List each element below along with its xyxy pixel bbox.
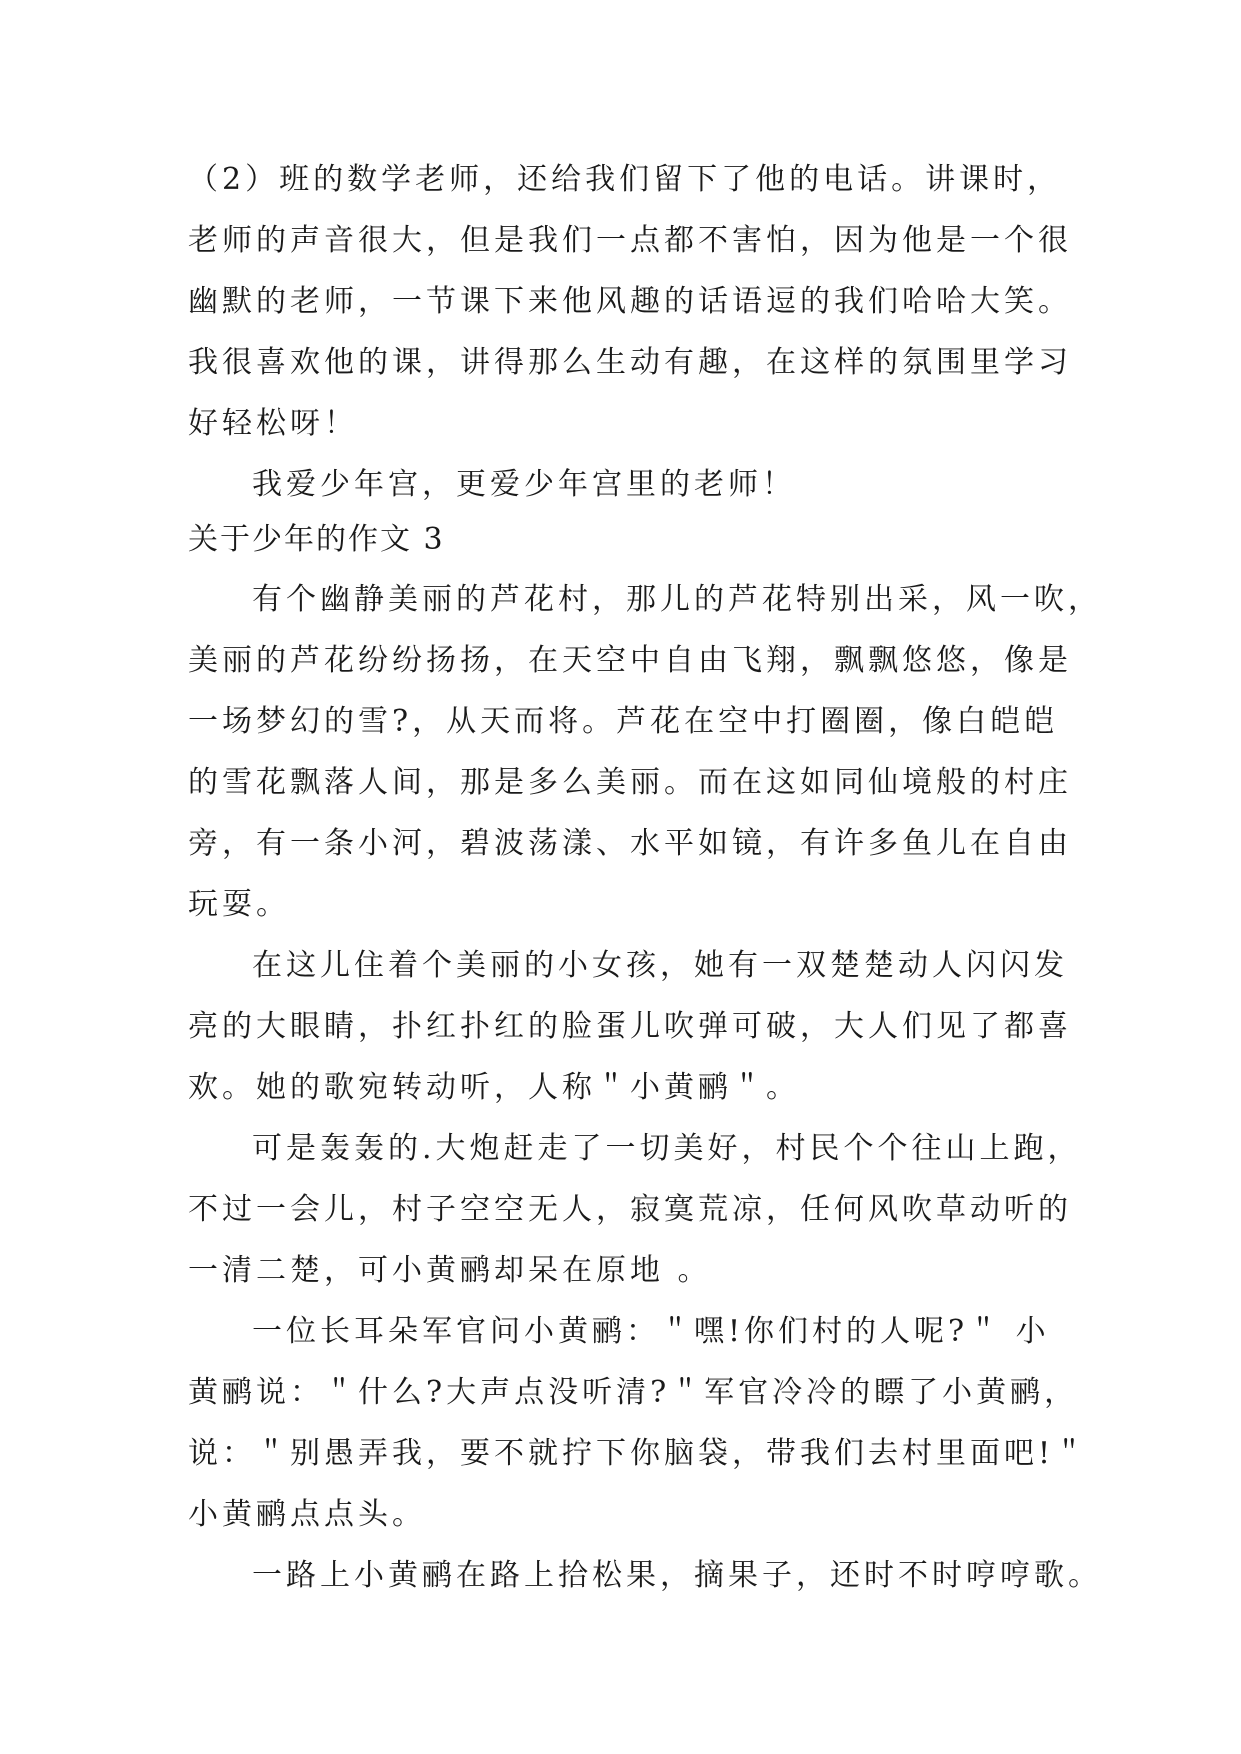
text-line: 美丽的芦花纷纷扬扬，在天空中自由飞翔，飘飘悠悠，像是 (188, 643, 1072, 678)
text-line: 老师的声音很大，但是我们一点都不害怕，因为他是一个很 (188, 223, 1072, 258)
text-line: （2）班的数学老师，还给我们留下了他的电话。讲课时， (188, 162, 1062, 197)
text-line: 亮的大眼睛，扑红扑红的脸蛋儿吹弹可破，大人们见了都喜 (188, 1009, 1072, 1044)
text-line: 小黄鹂点点头。 (188, 1497, 426, 1532)
text-line: 可是轰轰的.大炮赶走了一切美好，村民个个往山上跑， (252, 1131, 1082, 1166)
text-line: 幽默的老师，一节课下来他风趣的话语逗的我们哈哈大笑。 (188, 284, 1072, 319)
text-line: 一位长耳朵军官问小黄鹂：＂嘿!你们村的人呢?＂ 小 (252, 1314, 1050, 1349)
text-line: 的雪花飘落人间，那是多么美丽。而在这如同仙境般的村庄 (188, 765, 1072, 800)
text-line: 不过一会儿，村子空空无人，寂寞荒凉，任何风吹草动听的 (188, 1192, 1072, 1227)
text-line: 欢。她的歌宛转动听，人称＂小黄鹂＂。 (188, 1070, 800, 1105)
text-line: 旁，有一条小河，碧波荡漾、水平如镜，有许多鱼儿在自由 (188, 826, 1072, 861)
text-line: 好轻松呀！ (188, 406, 358, 441)
text-line: 玩耍。 (188, 887, 290, 922)
text-line: 在这儿住着个美丽的小女孩，她有一双楚楚动人闪闪发 (252, 948, 1068, 983)
text-line: 一场梦幻的雪?，从天而将。芦花在空中打圈圈，像白皑皑 (188, 704, 1059, 739)
text-line: 我爱少年宫，更爱少年宫里的老师！ (252, 467, 796, 502)
text-line: 一路上小黄鹂在路上拾松果，摘果子，还时不时哼哼歌。 (252, 1558, 1102, 1593)
text-line: 说：＂别愚弄我，要不就拧下你脑袋，带我们去村里面吧!＂ (188, 1436, 1089, 1471)
text-line: 黄鹂说：＂什么?大声点没听清?＂军官冷冷的瞟了小黄鹂， (188, 1375, 1079, 1410)
text-line: 一清二楚，可小黄鹂却呆在原地 。 (188, 1253, 712, 1288)
section-heading: 关于少年的作文 3 (188, 522, 445, 557)
text-line: 有个幽静美丽的芦花村，那儿的芦花特别出采，风一吹， (252, 582, 1102, 617)
text-line: 我很喜欢他的课，讲得那么生动有趣，在这样的氛围里学习 (188, 345, 1072, 380)
